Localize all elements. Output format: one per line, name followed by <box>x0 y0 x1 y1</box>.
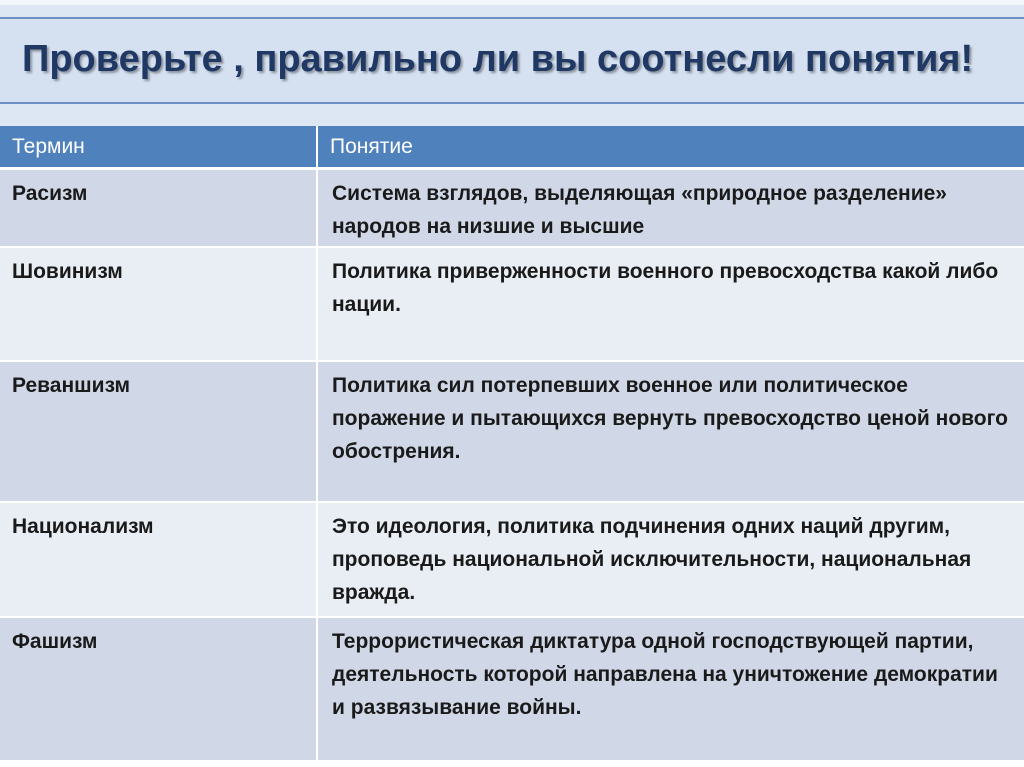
table-row <box>0 169 1024 247</box>
definition-cell: Система взглядов, выделяющая «природное разделение» народов на низшие и высшие <box>317 169 1024 247</box>
table-row <box>0 617 1024 761</box>
bottom-strip <box>0 760 1024 767</box>
term-cell: Национализм <box>0 502 317 617</box>
slide-title: Проверьте , правильно ли вы соотнесли понятия! <box>22 38 974 80</box>
term-cell: Фашизм <box>0 617 317 761</box>
header-term: Термин <box>0 126 317 169</box>
definition-cell: Это идеология, политика подчинения одних наций другим, проповедь национальной исключительности, национальная вражда. <box>317 502 1024 617</box>
title-band <box>0 17 1024 104</box>
table-row <box>0 247 1024 361</box>
table-row <box>0 361 1024 502</box>
definition-cell: Политика приверженности военного превосходства какой либо нации. <box>317 247 1024 361</box>
table-row <box>0 502 1024 617</box>
term-cell: Реваншизм <box>0 361 317 502</box>
terms-table <box>0 126 1024 762</box>
definition-cell: Политика сил потерпевших военное или политическое поражение и пытающихся вернуть превосходство ценой нового обострения. <box>317 361 1024 502</box>
term-cell: Расизм <box>0 169 317 247</box>
term-cell: Шовинизм <box>0 247 317 361</box>
terms-table-container <box>0 126 1024 762</box>
header-concept: Понятие <box>317 126 1024 169</box>
table-header-row <box>0 126 1024 169</box>
definition-cell: Террористическая диктатура одной господствующей партии, деятельность которой направлена на уничтожение демократии и развязывание войны. <box>317 617 1024 761</box>
